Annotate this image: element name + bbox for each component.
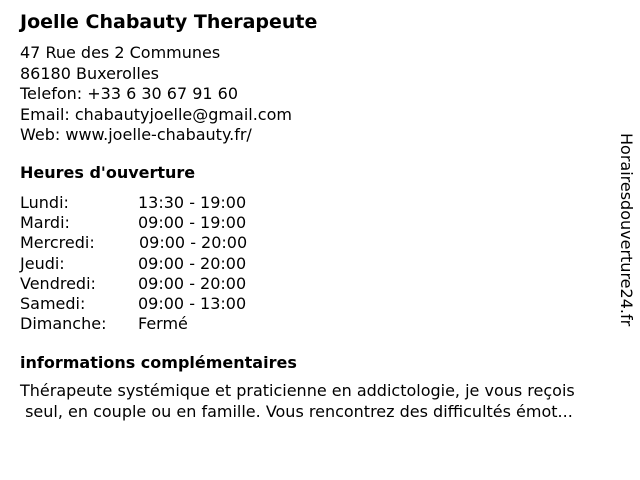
hours-day: Jeudi: [20, 253, 65, 273]
business-name: Joelle Chabauty Therapeute [20, 11, 318, 33]
address-city: 86180 Buxerolles [20, 63, 160, 83]
hours-day: Samedi: [20, 293, 86, 313]
additional-info-text [20, 380, 575, 422]
contact-block [20, 43, 292, 146]
hours-time: 09:00 - 13:00 [138, 293, 247, 313]
opening-hours-heading: Heures d'ouverture [20, 163, 196, 182]
email-line: Email: chabautyjoelle@gmail.com [20, 104, 292, 124]
hours-day: Vendredi: [20, 273, 96, 293]
address-street: 47 Rue des 2 Communes [20, 43, 221, 62]
info-line: seul, en couple ou en famille. Vous rencontrez des difficultés émot... [20, 402, 573, 421]
watermark-text: Horairesdouverture24.fr [617, 133, 636, 327]
hours-time: 09:00 - 20:00 [139, 233, 248, 253]
watermark [614, 133, 638, 343]
hours-day: Mardi: [20, 213, 70, 233]
hours-time: 13:30 - 19:00 [138, 193, 247, 212]
hours-day: Mercredi: [20, 233, 95, 253]
hours-day: Lundi: [20, 193, 69, 212]
additional-info-heading: informations complémentaires [20, 353, 297, 372]
phone-line: Telefon: +33 6 30 67 91 60 [20, 84, 239, 103]
hours-time: Fermé [138, 314, 188, 334]
web-line: Web: www.joelle-chabauty.fr/ [20, 125, 252, 144]
hours-time: 09:00 - 20:00 [138, 273, 247, 293]
hours-time: 09:00 - 20:00 [138, 253, 247, 273]
hours-day: Dimanche: [20, 314, 107, 334]
hours-time: 09:00 - 19:00 [138, 213, 247, 233]
info-line: Thérapeute systémique et praticienne en addictologie, je vous reçois [20, 381, 575, 400]
